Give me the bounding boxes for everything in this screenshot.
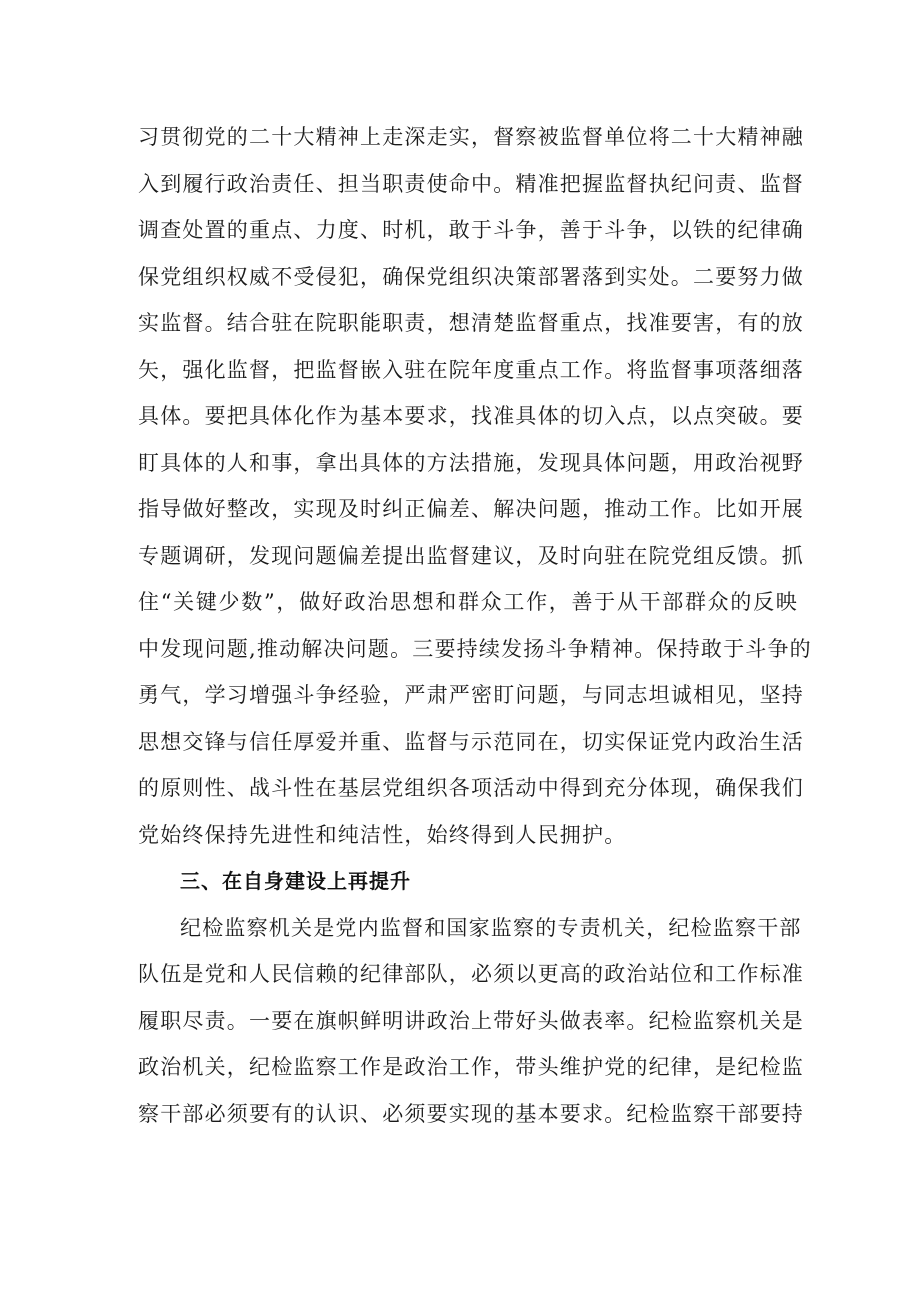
text-line: 纪检监察机关是党内监督和国家监察的专责机关，纪检监察干部 (180, 915, 802, 940)
text-line: 察干部必须要有的认识、必须要实现的基本要求。纪检监察干部要持 (138, 1101, 804, 1126)
text-line: 习贯彻党的二十大精神上走深走实，督察被监督单位将二十大精神融 (138, 125, 804, 149)
text-line: 党始终保持先进性和纯洁性，始终得到人民拥护。 (138, 822, 627, 847)
text-line: 的原则性、战斗性在基层党组织各项活动中得到充分体现，确保我们 (138, 776, 804, 800)
text-line: 调查处置的重点、力度、时机，敢于斗争，善于斗争，以铁的纪律确 (138, 218, 804, 242)
text-line: 履职尽责。一要在旗帜鲜明讲政治上带好头做表率。纪检监察机关是 (138, 1008, 804, 1033)
text-line: 勇气，学习增强斗争经验，严肃严密盯问题，与同志坦诚相见，坚持 (138, 683, 804, 707)
text-line: 实监督。结合驻在院职能职责，想清楚监督重点，找准要害，有的放 (138, 311, 804, 335)
section-heading: 三、在自身建设上再提升 (180, 869, 411, 893)
text-line: 队伍是党和人民信赖的纪律部队，必须以更高的政治站位和工作标准 (138, 962, 804, 986)
text-line: 思想交锋与信任厚爱并重、监督与示范同在，切实保证党内政治生活 (138, 729, 804, 754)
text-line: 入到履行政治责任、担当职责使命中。精准把握监督执纪问责、监督 (138, 171, 804, 196)
document-body (138, 114, 812, 1137)
text-line: 住“关键少数”，做好政治思想和群众工作，善于从干部群众的反映 (138, 590, 798, 614)
text-line: 政治机关，纪检监察工作是政治工作，带头维护党的纪律，是纪检监 (138, 1055, 804, 1079)
text-line: 指导做好整改，实现及时纠正偏差、解决问题，推动工作。比如开展 (138, 497, 804, 521)
text-line: 矢，强化监督，把监督嵌入驻在院年度重点工作。将监督事项落细落 (138, 357, 804, 382)
text-line: 保党组织权威不受侵犯，确保党组织决策部署落到实处。二要努力做 (138, 264, 804, 289)
text-line: 专题调研，发现问题偏差提出监督建议，及时向驻在院党组反馈。抓 (138, 543, 804, 568)
text-line: 盯具体的人和事，拿出具体的方法措施，发现具体问题，用政治视野 (138, 450, 804, 475)
text-line: 具体。要把具体化作为基本要求，找准具体的切入点，以点突破。要 (138, 404, 804, 428)
text-line: 中发现问题,推动解决问题。三要持续发扬斗争精神。保持敢于斗争的 (138, 636, 812, 661)
